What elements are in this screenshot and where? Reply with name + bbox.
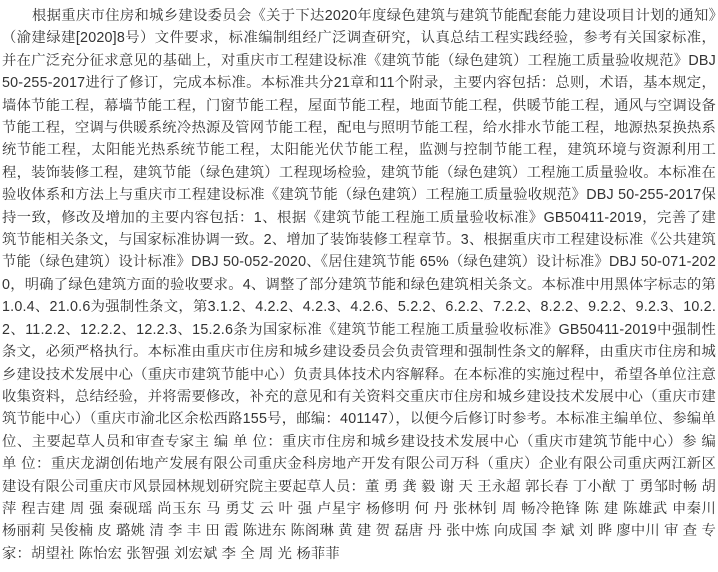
reviewers-value: 胡望社 陈怡宏 张智强 刘宏斌 李 全 周 光 杨菲菲 <box>31 545 340 562</box>
participants-label: 参 编 单 位： <box>2 433 716 473</box>
participants-value: 重庆龙湖创佑地产发展有限公司重庆金科房地产开发有限公司万科（重庆）企业有限公司重庆两江新区建设有限公司重庆市风景园林规划研究院 <box>2 456 716 495</box>
chief-editor-value: 重庆市住房和城乡建设技术发展中心（重庆市建筑节能中心） <box>282 433 683 450</box>
preface-paragraph <box>2 5 716 565</box>
preface-consistency: 本标准在验收体系和方法上与重庆市工程建设标准《建筑节能（绿色建筑）工程施工质量验收规范》DBJ 50-255-2017保持一致，修改及增加的主要内容包括： <box>2 164 716 226</box>
drafters-value: 董 勇 龚 毅 谢 天 王永超 郭长春 丁小猷 丁 勇邹时畅 胡 萍 程吉建 周 强 秦砚瑶 尚玉东 马 勇艾 云 叶 强 卢星宇 杨修明 何 丹 张林钊 周 畅冷艳锋 陈 建 陈雄武 申秦川 杨丽莉 吴俊楠 皮 璐姚 清 李 丰 田 霞 陈进东 陈阁琳 黄 建 贺 磊唐 丹 张中炼 向成国 李 斌 刘 晔 廖中川 <box>2 478 716 540</box>
reviewers-label: 审 查 专 家： <box>2 523 716 562</box>
drafters-label: 主要起草人员： <box>263 478 365 495</box>
preface-management: 本标准由重庆市住房和城乡建设委员会负责管理和强制性条文的解释，由重庆市住房和城乡建设技术发展中心（重庆市建筑节能中心）负责具体技术内容解释。 <box>2 344 717 383</box>
preface-contents: 本标准共分21章和11个附录，主要内容包括：总则，术语，基本规定，墙体节能工程，幕墙节能工程，门窗节能工程，屋面节能工程，地面节能工程，供暖节能工程，通风与空调设备节能工程，空调与供暖系统冷热源及管网节能工程，配电与照明节能工程，给水排水节能工程，地源热泵换热系统节能工程，太阳能光热系统节能工程，太阳能光伏节能工程，监测与控制节能工程，建筑环境与资源利用工程，装饰装修工程，建筑节能（绿色建筑）工程现场检验，建筑节能（绿色建筑）工程施工质量验收。 <box>2 75 716 181</box>
preface-intro: 根据重庆市住房和城乡建设委员会《关于下达2020年度绿色建筑与建筑节能配套能力建设项目计划的通知》（渝建绿建[2020]8号）文件要求，标准编制组经广泛调查研究，认真总结工程实践经验，参考有关国家标准，并在广泛充分征求意见的基础上，对重庆市工程建设标准《建筑节能（绿色建筑）工程施工质量验收规范》DBJ 50-255-2017进行了修订，完成本标准。 <box>2 8 716 92</box>
preface-mandatory-clauses: 本标准中用黑体字标志的第1.0.4、21.0.6为强制性条文，第3.1.2、4.2.2、4.2.3、4.2.6、5.2.2、6.2.2、7.2.2、8.2.2、9.2.2、9.2.3、10.2.2、11.2.2、12.2.2、12.2.3、15.2.6条为国家标准《建筑节能工程施工质量验收标准》GB50411-2019中强制性条文，必须严格执行。 <box>2 276 717 361</box>
preface-changes: 1、根据《建筑节能工程施工质量验收标准》GB50411-2019，完善了建筑节能相关条文，与国家标准协调一致。2、增加了装饰装修工程章节。3、根据重庆市工程建设标准《公共建筑节能（绿色建筑）设计标准》DBJ 50-052-2020、《居住建筑节能 65%（绿色建筑）设计标准》DBJ 50-071-2020，明确了绿色建筑方面的验收要求。4、调整了部分建筑节能和绿色建筑相关条文。 <box>2 209 716 293</box>
chief-editor-label: 主 编 单 位： <box>194 433 283 450</box>
preface-feedback: 在本标准的实施过程中，希望各单位注意收集资料，总结经验，并将需要修改，补充的意见和有关资料交重庆市住房和城乡建设技术发展中心（重庆市建筑节能中心）（重庆市渝北区余松西路155号，邮编：401147），以便今后修订时参考。 <box>2 366 716 428</box>
credits-intro: 本标准主编单位、参编单位、主要起草人员和审查专家 <box>2 411 717 450</box>
